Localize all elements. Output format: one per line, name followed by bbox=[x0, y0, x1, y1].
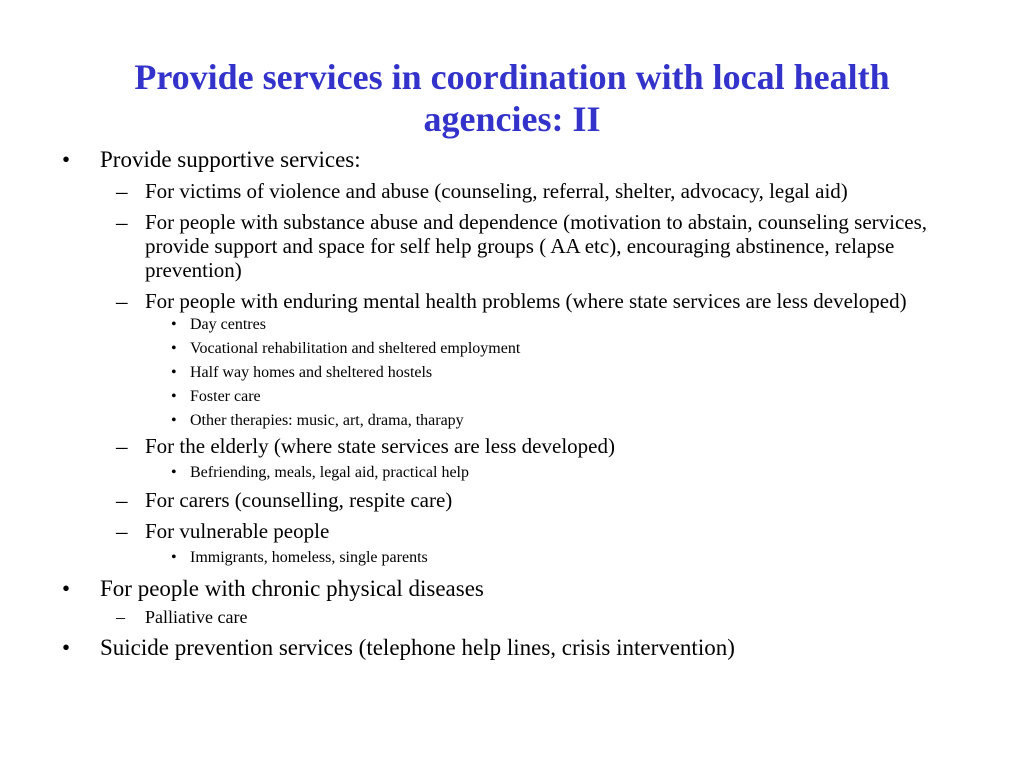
bullet-marker: • bbox=[171, 464, 177, 481]
bullet-item bbox=[0, 147, 1024, 172]
list-item-text: Vocational rehabilitation and sheltered employment bbox=[190, 340, 521, 357]
dash-marker: – bbox=[116, 210, 128, 235]
bullet-marker: • bbox=[171, 340, 177, 357]
list-item bbox=[0, 337, 1024, 361]
sub-bullet-item bbox=[0, 179, 1024, 203]
dash-marker: – bbox=[116, 519, 128, 544]
bullet-marker: • bbox=[171, 412, 177, 429]
list-item bbox=[0, 461, 1024, 485]
sub-bullet-item bbox=[0, 488, 1024, 512]
dash-marker: – bbox=[116, 289, 128, 314]
sub-bullet-text: For people with substance abuse and dependence (motivation to abstain, counseling services, provide support and space for self help groups ( AA etc), encouraging abstinence, relapse prevention) bbox=[145, 210, 928, 282]
list-item bbox=[0, 313, 1024, 337]
bullet-text: Suicide prevention services (telephone help lines, crisis intervention) bbox=[100, 635, 735, 660]
sub-bullet-text: For vulnerable people bbox=[145, 519, 330, 543]
bullet-item bbox=[0, 576, 1024, 601]
slide-body bbox=[0, 147, 1024, 660]
sub-bullet-text: For people with enduring mental health problems (where state services are less developed) bbox=[145, 289, 907, 313]
list-item-text: Day centres bbox=[190, 316, 266, 333]
bullet-marker: • bbox=[171, 364, 177, 381]
list-item-text: Foster care bbox=[190, 388, 261, 405]
bullet-marker: • bbox=[171, 549, 177, 566]
list-item-text: Half way homes and sheltered hostels bbox=[190, 364, 433, 381]
list-item-text: Befriending, meals, legal aid, practical help bbox=[190, 464, 469, 481]
dash-marker: – bbox=[116, 488, 128, 513]
bullet-item bbox=[0, 635, 1024, 660]
slide-title: Provide services in coordination with local health agencies: II bbox=[134, 57, 890, 139]
bullet-text: For people with chronic physical diseases bbox=[100, 576, 484, 601]
sub-bullet-text: For victims of violence and abuse (counseling, referral, shelter, advocacy, legal aid) bbox=[145, 179, 848, 203]
list-item-text: Immigrants, homeless, single parents bbox=[190, 549, 428, 566]
list-item bbox=[0, 409, 1024, 433]
dash-marker: – bbox=[116, 434, 128, 459]
sub-bullet-item bbox=[0, 519, 1024, 543]
sub-bullet-text: Palliative care bbox=[145, 607, 248, 627]
sub-bullet-item bbox=[0, 210, 1024, 282]
bullet-marker: • bbox=[171, 316, 177, 333]
list-item-text: Other therapies: music, art, drama, tharapy bbox=[190, 412, 464, 429]
list-item bbox=[0, 361, 1024, 385]
bullet-marker: • bbox=[171, 388, 177, 405]
sub-bullet-text: For the elderly (where state services are less developed) bbox=[145, 434, 615, 458]
sub-bullet-item bbox=[0, 434, 1024, 458]
dash-marker: – bbox=[116, 607, 125, 627]
list-item bbox=[0, 385, 1024, 409]
bullet-marker: • bbox=[62, 147, 71, 172]
bullet-marker: • bbox=[62, 576, 71, 601]
sub-bullet-text: For carers (counselling, respite care) bbox=[145, 488, 453, 512]
bullet-text: Provide supportive services: bbox=[100, 147, 361, 172]
sub-bullet-item bbox=[0, 289, 1024, 313]
dash-marker: – bbox=[116, 179, 128, 204]
sub-bullet-item bbox=[0, 605, 1024, 629]
list-item bbox=[0, 546, 1024, 570]
bullet-marker: • bbox=[62, 635, 71, 660]
